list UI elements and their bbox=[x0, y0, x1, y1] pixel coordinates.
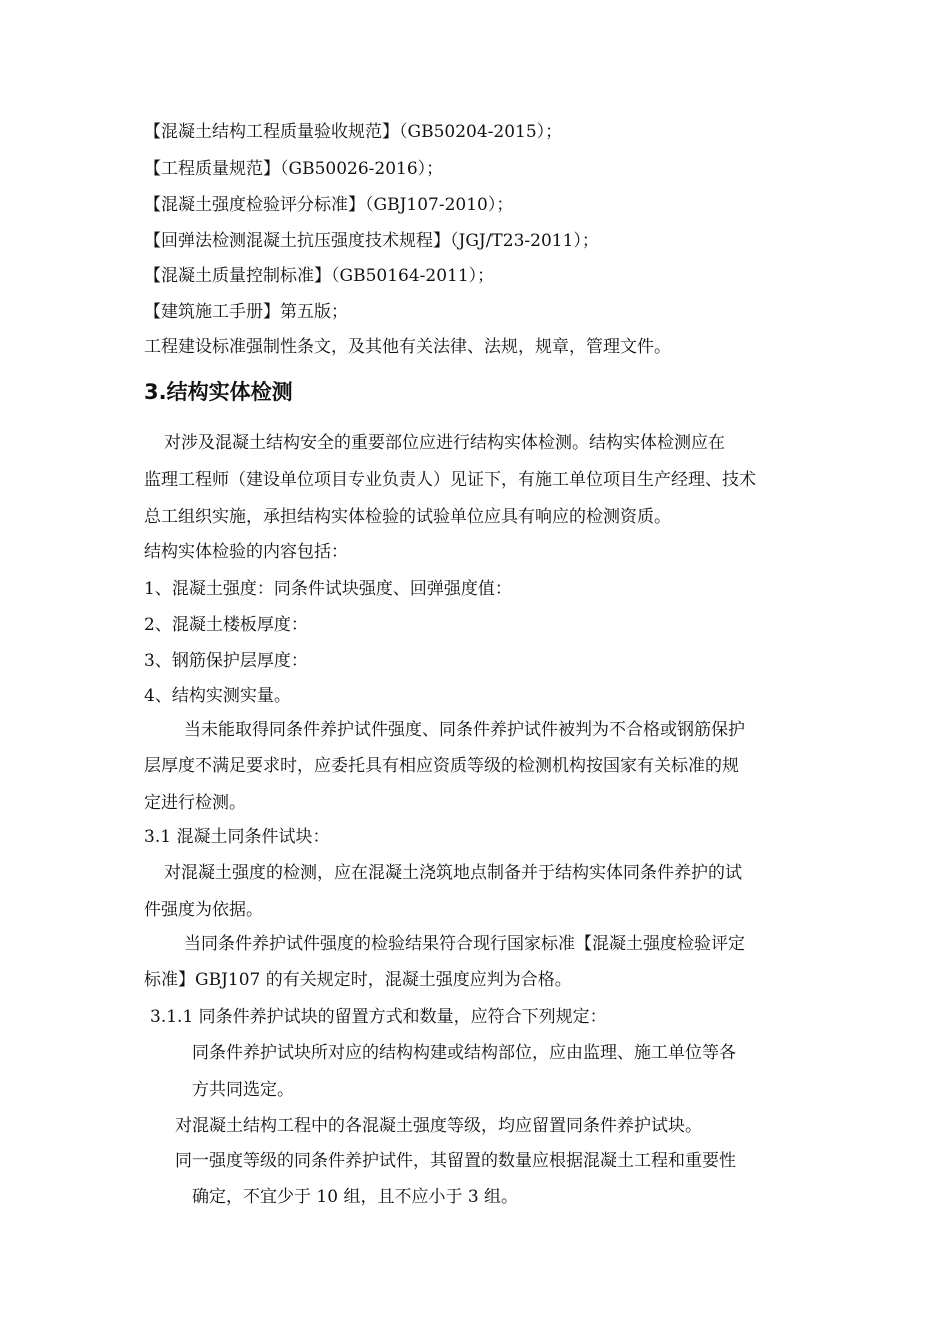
reference-item: 【工程质量规范】（GB50026-2016）； bbox=[144, 159, 444, 179]
rule-line: 同条件养护试块所对应的结构构建或结构部位，应由监理、施工单位等各 bbox=[192, 1043, 736, 1063]
content-item: 3、钢筋保护层厚度： bbox=[144, 651, 308, 671]
reference-item: 【混凝土质量控制标准】（GB50164-2011）； bbox=[144, 266, 495, 286]
paragraph-line: 当同条件养护试件强度的检验结果符合现行国家标准【混凝土强度检验评定 bbox=[184, 934, 745, 954]
content-item: 4、结构实测实量。 bbox=[144, 686, 291, 706]
paragraph-line: 件强度为依据。 bbox=[144, 900, 263, 920]
reference-item: 【混凝土强度检验评分标准】（GBJ107-2010）； bbox=[144, 195, 514, 215]
section-heading: 3.结构实体检测 bbox=[144, 380, 293, 404]
content-item: 2、混凝土楼板厚度： bbox=[144, 615, 308, 635]
intro-line: 总工组织实施，承担结构实体检验的试验单位应具有响应的检测资质。 bbox=[144, 507, 671, 527]
paragraph-line: 标准】GBJ107 的有关规定时，混凝土强度应判为合格。 bbox=[144, 970, 572, 990]
rule-line: 对混凝土结构工程中的各混凝土强度等级，均应留置同条件养护试块。 bbox=[175, 1116, 702, 1136]
subsection-title: 3.1 混凝土同条件试块： bbox=[144, 827, 330, 847]
rule-line: 同一强度等级的同条件养护试件，其留置的数量应根据混凝土工程和重要性 bbox=[175, 1151, 736, 1171]
content-label: 结构实体检验的内容包括： bbox=[144, 542, 348, 562]
paragraph-line: 定进行检测。 bbox=[144, 793, 246, 813]
rule-line: 确定，不宜少于 10 组，且不应小于 3 组。 bbox=[192, 1187, 519, 1207]
intro-line: 对涉及混凝土结构安全的重要部位应进行结构实体检测。结构实体检测应在 bbox=[164, 433, 725, 453]
subsection-title: 3.1.1 同条件养护试块的留置方式和数量，应符合下列规定： bbox=[150, 1007, 607, 1027]
reference-item: 【回弹法检测混凝土抗压强度技术规程】（JGJ/T23-2011）； bbox=[144, 231, 599, 251]
intro-line: 监理工程师（建设单位项目专业负责人）见证下，有施工单位项目生产经理、技术 bbox=[144, 470, 756, 490]
paragraph-line: 当未能取得同条件养护试件强度、同条件养护试件被判为不合格或钢筋保护 bbox=[184, 720, 745, 740]
rule-line: 方共同选定。 bbox=[192, 1080, 294, 1100]
reference-note: 工程建设标准强制性条文，及其他有关法律、法规，规章，管理文件。 bbox=[144, 337, 671, 357]
content-item: 1、混凝土强度：同条件试块强度、回弹强度值： bbox=[144, 579, 512, 599]
paragraph-line: 对混凝土强度的检测，应在混凝土浇筑地点制备并于结构实体同条件养护的试 bbox=[164, 863, 742, 883]
paragraph-line: 层厚度不满足要求时，应委托具有相应资质等级的检测机构按国家有关标准的规 bbox=[144, 756, 739, 776]
reference-item: 【建筑施工手册】第五版； bbox=[144, 302, 348, 322]
reference-item: 【混凝土结构工程质量验收规范】（GB50204-2015）； bbox=[144, 122, 563, 142]
